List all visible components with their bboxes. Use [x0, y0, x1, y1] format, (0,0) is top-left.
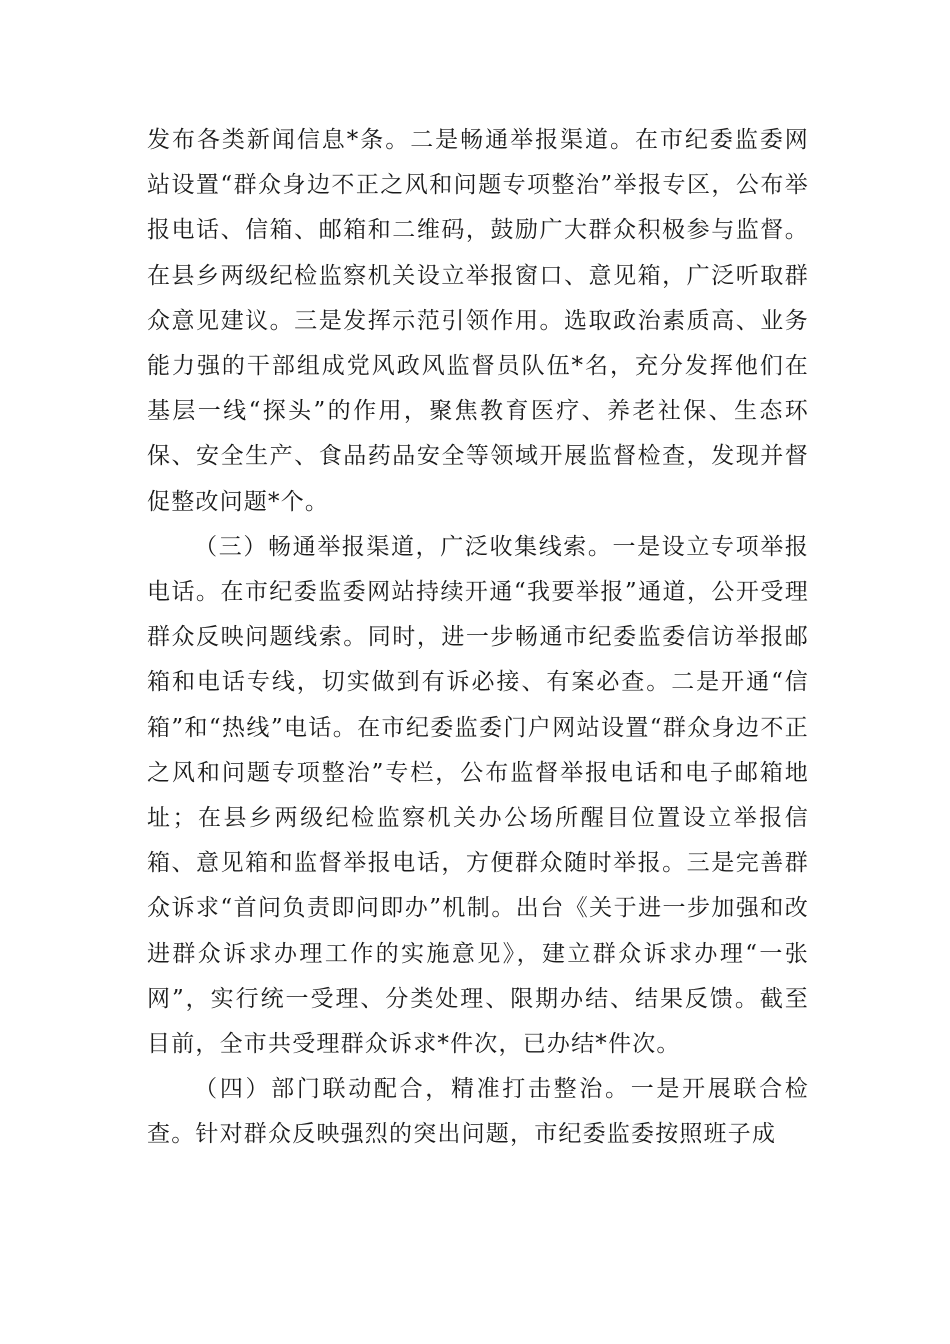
paragraph-section-3: （三）畅通举报渠道，广泛收集线索。一是设立专项举报电话。在市纪委监委网站持续开通“我要举报”通道，公开受理群众反映问题线索。同时，进一步畅通市纪委监委信访举报邮箱和电话专线，切实做到有诉必接、有案必查。二是开通“信箱”和“热线”电话。在市纪委监委门户网站设置“群众身边不正之风和问题专项整治”专栏，公布监督举报电话和电子邮箱地址；在县乡两级纪检监察机关办公场所醒目位置设立举报信箱、意见箱和监督举报电话，方便群众随时举报。三是完善群众诉求“首问负责即问即办”机制。出台《关于进一步加强和改进群众诉求办理工作的实施意见》，建立群众诉求办理“一张网”，实行统一受理、分类处理、限期办结、结果反馈。截至目前，全市共受理群众诉求*件次，已办结*件次。 — [147, 533, 809, 1058]
document-body — [147, 118, 809, 1158]
paragraph-section-4: （四）部门联动配合，精准打击整治。一是开展联合检查。针对群众反映强烈的突出问题，市纪委监委按照班子成 — [147, 1076, 809, 1148]
paragraph-continued: 发布各类新闻信息*条。二是畅通举报渠道。在市纪委监委网站设置“群众身边不正之风和问题专项整治”举报专区，公布举报电话、信箱、邮箱和二维码，鼓励广大群众积极参与监督。在县乡两级纪检监察机关设立举报窗口、意见箱，广泛听取群众意见建议。三是发挥示范引领作用。选取政治素质高、业务能力强的干部组成党风政风监督员队伍*名，充分发挥他们在基层一线“探头”的作用，聚焦教育医疗、养老社保、生态环保、安全生产、食品药品安全等领域开展监督检查，发现并督促整改问题*个。 — [147, 127, 809, 515]
